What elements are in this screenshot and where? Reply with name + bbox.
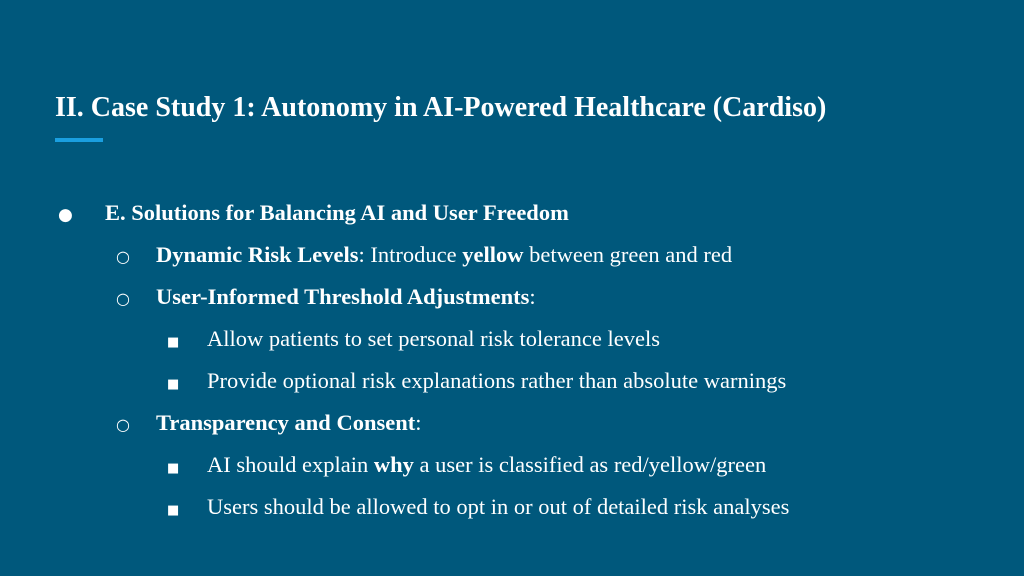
list-item-text xyxy=(156,276,536,318)
item-bold-label: Transparency and Consent xyxy=(156,410,416,435)
sub-item-bold-why: why xyxy=(373,452,414,477)
item-colon: : xyxy=(529,284,536,309)
section-heading xyxy=(58,192,569,234)
slide-title: II. Case Study 1: Autonomy in AI-Powered Healthcare (Cardiso) xyxy=(55,92,827,123)
sub-item-personal-risk-tolerance xyxy=(167,318,660,360)
sub-item-text: Users should be allowed to opt in or out of detailed risk analyses xyxy=(207,494,790,519)
filled-circle-bullet-icon: ● xyxy=(58,205,73,225)
item-bold-label: Dynamic Risk Levels xyxy=(156,242,359,267)
square-bullet-icon: ■ xyxy=(167,503,180,518)
list-item-text xyxy=(156,234,732,276)
sub-item-opt-in-out xyxy=(167,486,789,528)
item-bold-yellow: yellow xyxy=(462,242,524,267)
list-item-text xyxy=(156,402,421,444)
item-bold-label: User-Informed Threshold Adjustments xyxy=(156,284,530,309)
list-item-transparency-consent xyxy=(116,402,421,444)
title-accent-rule xyxy=(55,138,103,142)
section-heading-label: E. Solutions for Balancing AI and User Freedom xyxy=(105,200,569,225)
sub-item-text xyxy=(207,444,766,486)
square-bullet-icon: ■ xyxy=(167,377,180,392)
item-colon: : xyxy=(415,410,422,435)
list-item-threshold-adjustments xyxy=(116,276,536,318)
hollow-circle-bullet-icon: ○ xyxy=(116,247,130,266)
sub-item-explain-classification xyxy=(167,444,766,486)
sub-item-text-a: AI should explain xyxy=(207,452,374,477)
list-item-dynamic-risk-levels xyxy=(116,234,732,276)
sub-item-text: Provide optional risk explanations rather than absolute warnings xyxy=(207,368,787,393)
sub-item-text: Allow patients to set personal risk tolerance levels xyxy=(207,326,660,351)
item-text-a: : Introduce xyxy=(358,242,463,267)
square-bullet-icon: ■ xyxy=(167,461,180,476)
hollow-circle-bullet-icon: ○ xyxy=(116,289,130,308)
item-text-b: between green and red xyxy=(523,242,733,267)
sub-item-text-b: a user is classified as red/yellow/green xyxy=(413,452,767,477)
square-bullet-icon: ■ xyxy=(167,335,180,350)
sub-item-optional-risk-explanations xyxy=(167,360,786,402)
hollow-circle-bullet-icon: ○ xyxy=(116,415,130,434)
